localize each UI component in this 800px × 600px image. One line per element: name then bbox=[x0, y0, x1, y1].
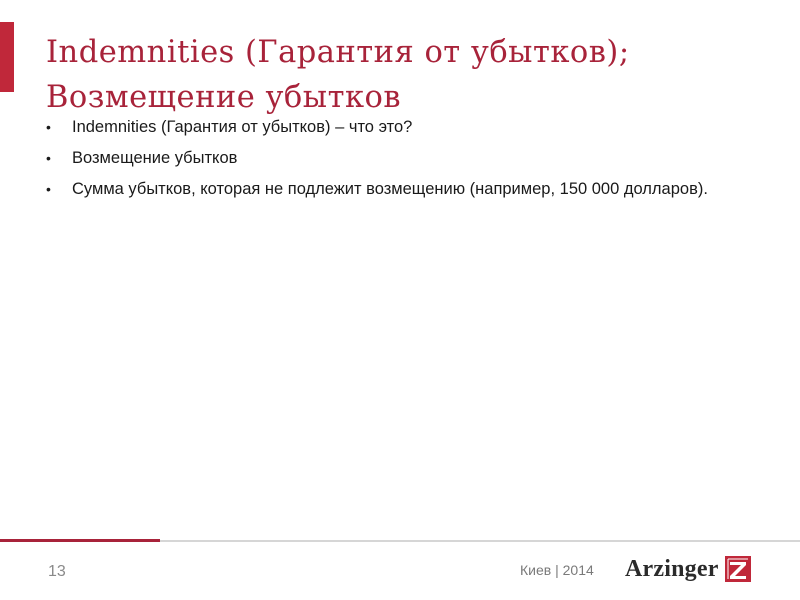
bullet-list bbox=[46, 116, 746, 209]
bullet-item bbox=[46, 178, 746, 201]
bullet-marker: • bbox=[46, 119, 51, 135]
bullet-text: Indemnities (Гарантия от убытков) – что это? bbox=[72, 118, 413, 136]
title-accent-bar bbox=[0, 22, 14, 92]
bullet-marker: • bbox=[46, 181, 51, 197]
logo-text: Arzinger bbox=[625, 555, 719, 582]
bullet-marker: • bbox=[46, 150, 51, 166]
page-number: 13 bbox=[48, 563, 66, 580]
arzinger-logo bbox=[625, 553, 751, 585]
bullet-text: Возмещение убытков bbox=[72, 149, 238, 167]
slide-title: Indemnities (Гарантия от убытков); Возмещение убытков bbox=[46, 35, 630, 115]
bullet-item bbox=[46, 147, 746, 170]
arzinger-logo-icon bbox=[725, 556, 751, 582]
bullet-item bbox=[46, 116, 746, 139]
bullet-text: Сумма убытков, которая не подлежит возмещению (например, 150 000 долларов). bbox=[72, 180, 708, 198]
footer-city-year: Киев | 2014 bbox=[520, 562, 594, 578]
footer-accent-line bbox=[0, 539, 160, 542]
